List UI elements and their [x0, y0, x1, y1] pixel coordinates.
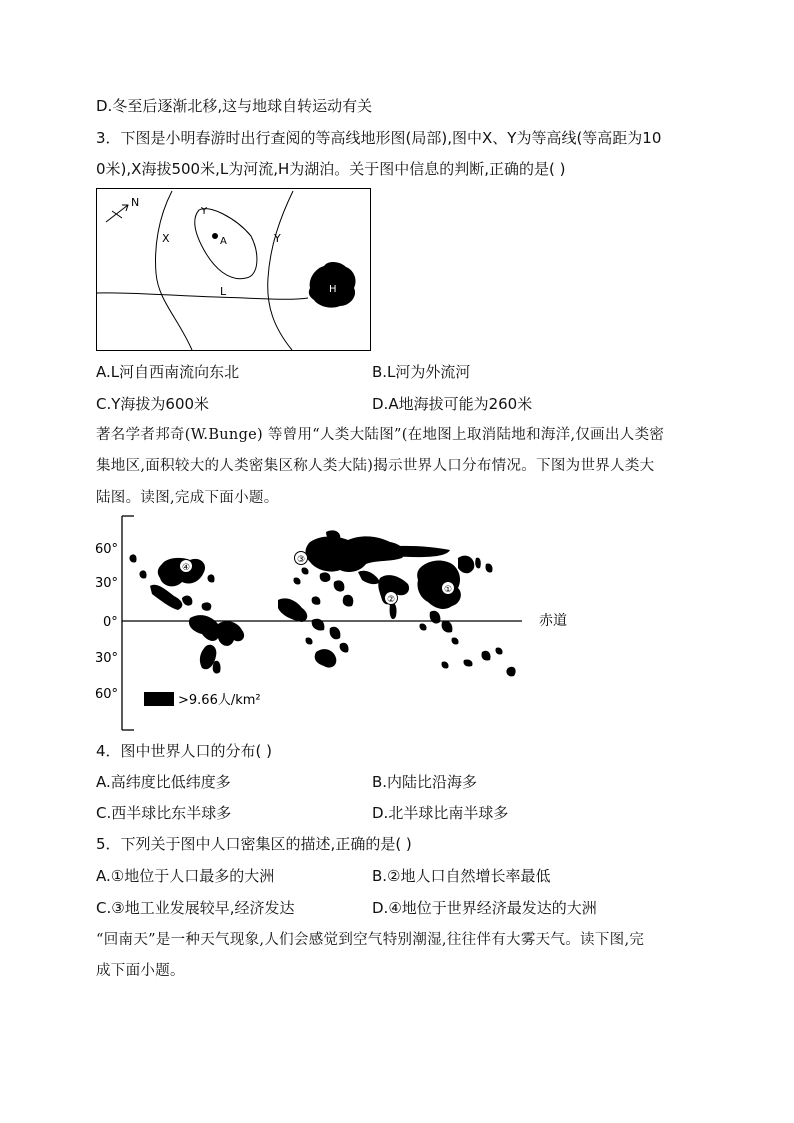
north-label: N: [131, 196, 140, 209]
lat-30s: 30°: [95, 651, 119, 666]
q3-option-b: B.L河为外流河: [372, 363, 471, 381]
svg-text:②: ②: [386, 595, 396, 605]
legend-label: >9.66人/km²: [178, 693, 261, 708]
marker-1: [442, 582, 455, 596]
intro-line5: 成下面小题。: [96, 963, 185, 979]
q4-option-b: B.内陆比沿海多: [372, 773, 478, 791]
q3-option-c: C.Y海拔为600米: [96, 395, 210, 413]
q4-option-a: A.高纬度比低纬度多: [96, 773, 231, 791]
label-l: L: [220, 285, 227, 298]
q4-option-d: D.北半球比南半球多: [372, 804, 509, 822]
label-x: X: [162, 232, 170, 245]
marker-3: [295, 552, 308, 566]
svg-text:④: ④: [181, 563, 191, 573]
label-a: A: [220, 236, 227, 247]
question-5: 5．下列关于图中人口密集区的描述,正确的是( ): [96, 835, 412, 853]
q5-option-b: B.②地人口自然增长率最低: [372, 867, 551, 885]
label-h: H: [329, 284, 337, 295]
q5-option-d: D.④地位于世界经济最发达的大洲: [372, 899, 597, 917]
label-y-closed: Y: [201, 206, 208, 217]
world-population-map: [90, 512, 580, 734]
svg-text:③: ③: [296, 555, 306, 565]
lat-0: 0°: [103, 615, 118, 630]
contour-map: [96, 188, 371, 351]
marker-2: [385, 592, 398, 606]
lat-30n: 30°: [95, 576, 119, 591]
intro-line3: 陆图。读图,完成下面小题。: [96, 490, 279, 506]
intro-line2: 集地区,面积较大的人类密集区称人类大陆)揭示世界人口分布情况。下图为世界人类大: [96, 458, 655, 474]
intro-line4: “回南天”是一种天气现象,人们会感觉到空气特别潮湿,往往伴有大雾天气。读下图,完: [96, 932, 645, 948]
intro-line1: 著名学者邦奇(W.Bunge) 等曾用“人类大陆图”(在地图上取消陆地和海洋,仅画出人类密: [96, 427, 665, 443]
equator-label: 赤道: [539, 613, 567, 629]
q3-option-a: A.L河自西南流向东北: [96, 363, 240, 381]
q5-option-c: C.③地工业发展较早,经济发达: [96, 899, 295, 917]
label-y-right: Y: [274, 232, 281, 245]
lat-60n: 60°: [95, 542, 119, 557]
legend-swatch: [144, 692, 174, 706]
lat-60s: 60°: [95, 687, 119, 702]
q4-option-c: C.西半球比东半球多: [96, 804, 232, 822]
marker-4: [180, 560, 193, 574]
question-3-line1: 3．下图是小明春游时出行查阅的等高线地形图(局部),图中X、Y为等高线(等高距为10: [96, 129, 662, 147]
q3-option-d: D.A地海拔可能为260米: [372, 395, 533, 413]
question-4: 4．图中世界人口的分布( ): [96, 742, 273, 760]
question-3-line2: 0米),X海拔500米,L为河流,H为湖泊。关于图中信息的判断,正确的是( ): [96, 160, 566, 178]
option-d-previous: D.冬至后逐渐北移,这与地球自转运动有关: [96, 97, 373, 115]
population-clusters: [129, 530, 515, 676]
point-a-icon: [212, 233, 218, 239]
svg-text:①: ①: [443, 585, 453, 595]
q5-option-a: A.①地位于人口最多的大洲: [96, 867, 275, 885]
